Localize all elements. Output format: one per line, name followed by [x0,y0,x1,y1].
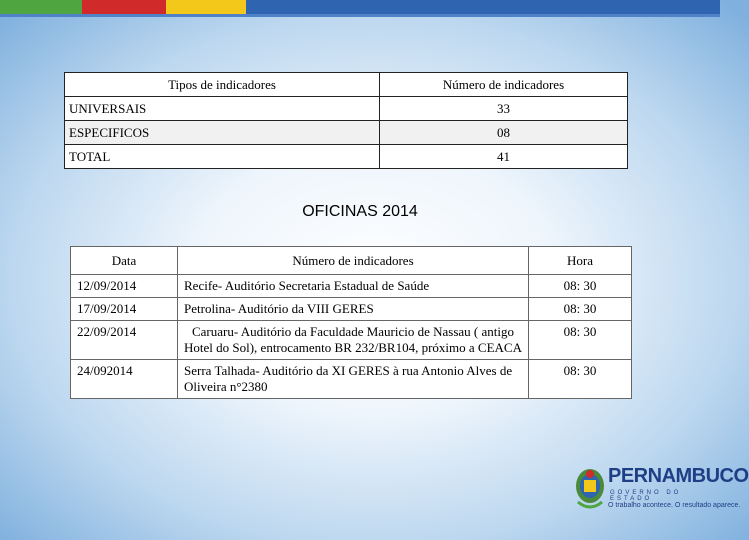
workshop-place: Serra Talhada- Auditório da XI GERES à rua Antonio Alves de Oliveira n°2380 [178,360,529,399]
workshops-title: OFICINAS 2014 [302,203,418,220]
table-row [71,275,632,298]
workshop-time: 08: 30 [529,360,632,399]
table-row [71,298,632,321]
column-header: Número de indicadores [380,73,628,97]
table-row [65,97,628,121]
workshops-table [70,246,632,399]
table-row [65,145,628,169]
indicators-table [64,72,628,169]
logo-subtitle: GOVERNO DO ESTADO [610,490,682,502]
indicator-type: ESPECIFICOS [65,121,380,145]
green-bar-segment [0,0,82,14]
workshop-place: Recife- Auditório Secretaria Estadual de Saúde [178,275,529,298]
indicator-type: UNIVERSAIS [65,97,380,121]
workshop-time: 08: 30 [529,275,632,298]
logo-tagline: O trabalho acontece. O resultado aparece. [608,502,741,509]
column-header: Hora [529,247,632,275]
indicator-count: 33 [380,97,628,121]
table-row [71,321,632,360]
logo-name: PERNAMBUCO [608,465,749,487]
table-row [71,360,632,399]
indicator-type: TOTAL [65,145,380,169]
indicator-count: 41 [380,145,628,169]
table-header-row [71,247,632,275]
table-header-row [65,73,628,97]
column-header: Número de indicadores [178,247,529,275]
workshop-date: 12/09/2014 [71,275,178,298]
workshop-date: 22/09/2014 [71,321,178,360]
top-divider-line [0,14,720,17]
yellow-bar-segment [166,0,246,14]
blue-bar-segment [246,0,720,14]
workshop-place: Caruaru- Auditório da Faculdade Mauricio de Nassau ( antigo Hotel do Sol), entrocamento BR 232/BR104, próximo a CEACA [178,321,529,360]
workshop-time: 08: 30 [529,321,632,360]
top-color-bar [0,0,720,14]
column-header: Tipos de indicadores [65,73,380,97]
indicator-count: 08 [380,121,628,145]
workshop-place: Petrolina- Auditório da VIII GERES [178,298,529,321]
workshop-date: 17/09/2014 [71,298,178,321]
workshop-date: 24/092014 [71,360,178,399]
table-row [65,121,628,145]
red-bar-segment [82,0,166,14]
workshop-time: 08: 30 [529,298,632,321]
state-coat-of-arms-icon [574,466,606,516]
column-header: Data [71,247,178,275]
